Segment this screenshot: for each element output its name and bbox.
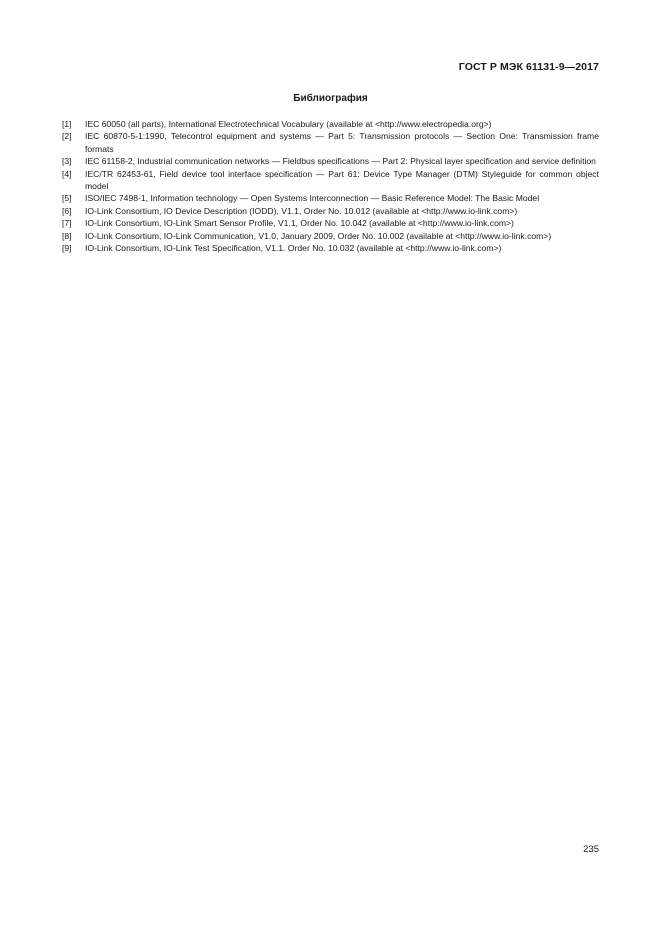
reference-number: [4] bbox=[62, 168, 72, 179]
reference-text: IEC 60050 (all parts), International Electrotechnical Vocabulary (available at <http://www.electropedia.org>) bbox=[85, 119, 492, 129]
reference-text: IO-Link Consortium, IO-Link Test Specification, V1.1. Order No. 10.032 (available at <http://www.io-link.com>) bbox=[85, 243, 502, 254]
reference-number: [9] bbox=[62, 243, 72, 254]
bibliography-item bbox=[62, 118, 599, 130]
reference-number: [3] bbox=[62, 156, 72, 167]
reference-number: [2] bbox=[62, 131, 72, 142]
bibliography-item bbox=[62, 168, 599, 193]
reference-number: [6] bbox=[62, 205, 72, 216]
bibliography-title: Библиография bbox=[293, 93, 368, 104]
bibliography-item bbox=[62, 230, 599, 242]
reference-text: IEC 60870-5-1:1990, Telecontrol equipment and systems — Part 5: Transmission protocols — Section One: Transmission frame formats bbox=[85, 131, 599, 154]
bibliography-item bbox=[62, 242, 599, 254]
bibliography-item bbox=[62, 205, 599, 217]
reference-text: IO-Link Consortium, IO Device Description (IODD), V1.1, Order No. 10.012 (available at <http://www.io-link.com>) bbox=[85, 205, 518, 216]
bibliography-item bbox=[62, 155, 599, 167]
document-header: ГОСТ Р МЭК 61131-9—2017 bbox=[458, 61, 599, 73]
page-number: 235 bbox=[583, 844, 599, 855]
reference-text: ISO/IEC 7498-1, Information technology — Open Systems Interconnection — Basic Reference Model: The Basic Model bbox=[85, 193, 540, 204]
bibliography-list bbox=[62, 118, 599, 254]
bibliography-item bbox=[62, 130, 599, 155]
reference-text: IEC 61158-2, Industrial communication networks — Fieldbus specifications — Part 2: Physical layer specification and service definition bbox=[85, 156, 596, 167]
reference-number: [7] bbox=[62, 218, 72, 229]
bibliography-item bbox=[62, 217, 599, 229]
reference-text: IO-Link Consortium, IO-Link Smart Sensor Profile, V1.1, Order No. 10.042 (available at <http://www.io-link.com>) bbox=[85, 218, 514, 229]
reference-number: [1] bbox=[62, 119, 72, 129]
bibliography-item bbox=[62, 192, 599, 204]
reference-text: IO-Link Consortium, IO-Link Communication, V1.0, January 2009, Order No. 10.002 (available at <http://www.io-link.com>) bbox=[85, 230, 552, 241]
reference-text: IEC/TR 62453-61, Field device tool interface specification — Part 61: Device Type Manager (DTM) Styleguide for common object model bbox=[85, 168, 599, 192]
reference-number: [8] bbox=[62, 230, 72, 241]
reference-number: [5] bbox=[62, 193, 72, 204]
